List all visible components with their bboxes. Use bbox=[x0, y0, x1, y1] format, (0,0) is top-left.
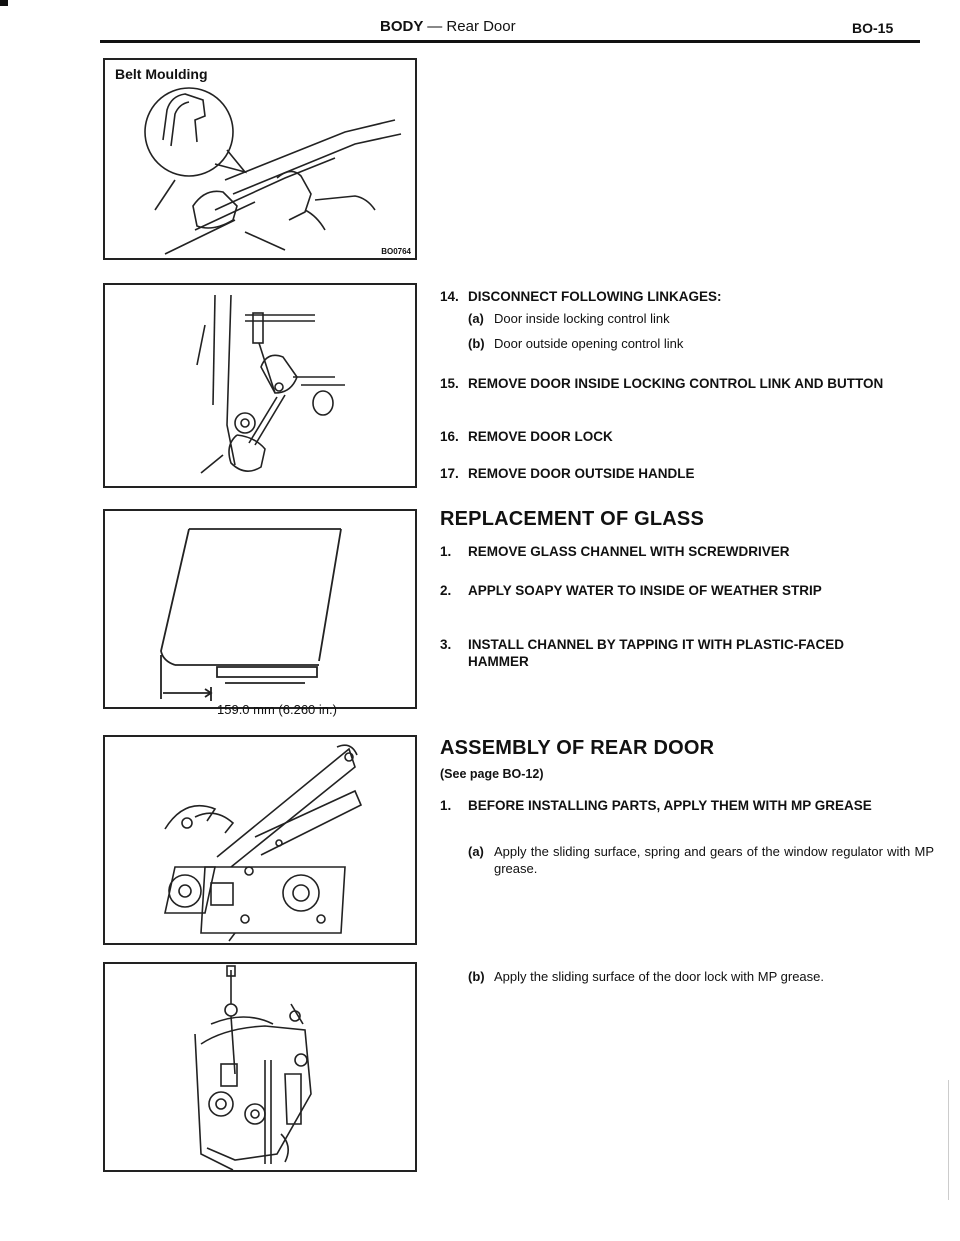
sub-label: (a) bbox=[468, 311, 484, 326]
step-number: 1. bbox=[440, 798, 452, 813]
step-text: BEFORE INSTALLING PARTS, APPLY THEM WITH MP GREASE bbox=[468, 798, 872, 813]
figure-code: BO0764 bbox=[381, 247, 411, 256]
door-linkages-illustration bbox=[105, 285, 419, 490]
step-number: 1. bbox=[440, 544, 452, 559]
figure-glass-dimension bbox=[103, 509, 417, 717]
sub-text: Door outside opening control link bbox=[494, 336, 684, 351]
step-text: REMOVE DOOR LOCK bbox=[468, 429, 613, 444]
heading-assembly-of-rear-door: ASSEMBLY OF REAR DOOR bbox=[440, 737, 715, 759]
step-text: INSTALL CHANNEL BY TAPPING IT WITH PLASTIC-FACED HAMMER bbox=[468, 637, 845, 669]
figure-door-linkages bbox=[103, 283, 417, 488]
margin-line bbox=[948, 1080, 949, 1200]
step-text: APPLY SOAPY WATER TO INSIDE OF WEATHER STRIP bbox=[468, 583, 822, 598]
glass-dimension-illustration bbox=[105, 511, 419, 711]
step-number: 14. bbox=[440, 289, 459, 304]
heading-replacement-of-glass: REPLACEMENT OF GLASS bbox=[440, 508, 705, 530]
step-number: 15. bbox=[440, 376, 459, 391]
figure-belt-moulding bbox=[103, 58, 417, 260]
figure-window-regulator bbox=[103, 735, 417, 945]
figure-door-lock bbox=[103, 962, 417, 1172]
sub-label: (a) bbox=[468, 844, 484, 859]
step-number: 2. bbox=[440, 583, 452, 598]
page-number: BO-15 bbox=[852, 20, 894, 36]
sub-text: Apply the sliding surface, spring and gears of the window regulator with MP grease. bbox=[494, 844, 934, 876]
sub-text: Apply the sliding surface of the door lock with MP grease. bbox=[494, 969, 824, 984]
step-text: DISCONNECT FOLLOWING LINKAGES: bbox=[468, 289, 722, 304]
glass-dimension-label: 159.0 mm (6.260 in.) bbox=[217, 702, 337, 717]
step-text: REMOVE DOOR INSIDE LOCKING CONTROL LINK AND BUTTON bbox=[468, 376, 884, 391]
page-header-title bbox=[380, 18, 516, 35]
step-number: 3. bbox=[440, 637, 452, 652]
header-subsection: Rear Door bbox=[446, 18, 516, 35]
belt-moulding-illustration bbox=[105, 60, 419, 262]
crop-mark bbox=[0, 0, 8, 6]
step-text: REMOVE GLASS CHANNEL WITH SCREWDRIVER bbox=[468, 544, 790, 559]
door-lock-illustration bbox=[105, 964, 419, 1174]
step-text: REMOVE DOOR OUTSIDE HANDLE bbox=[468, 466, 695, 481]
figure-title: Belt Moulding bbox=[115, 66, 208, 82]
sub-label: (b) bbox=[468, 969, 485, 984]
header-separator: — bbox=[427, 18, 443, 35]
window-regulator-illustration bbox=[105, 737, 419, 947]
sub-text: Door inside locking control link bbox=[494, 311, 670, 326]
step-number: 17. bbox=[440, 466, 459, 481]
page-reference: (See page BO-12) bbox=[440, 767, 544, 781]
sub-label: (b) bbox=[468, 336, 485, 351]
header-rule bbox=[100, 40, 920, 43]
step-number: 16. bbox=[440, 429, 459, 444]
header-section: BODY bbox=[380, 18, 424, 35]
